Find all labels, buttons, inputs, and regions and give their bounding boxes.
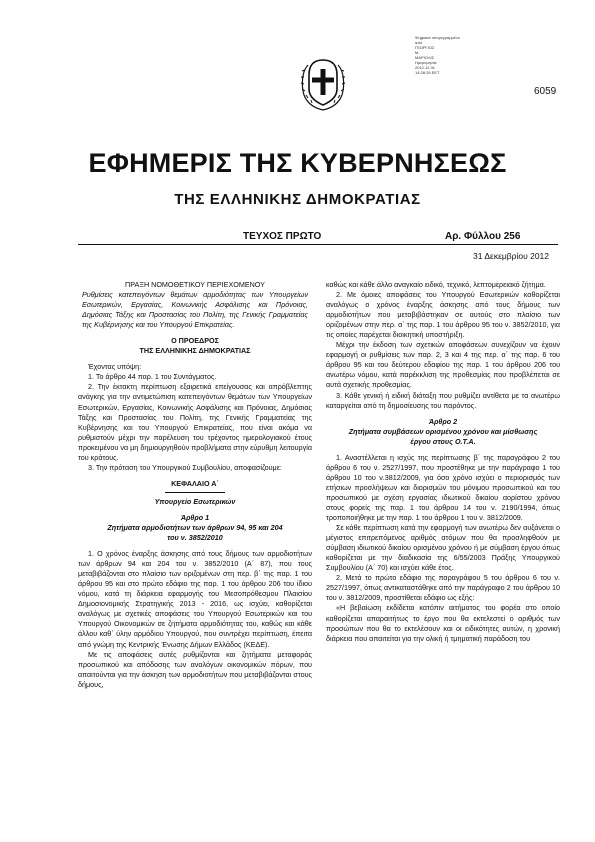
article-paragraph: Σε κάθε περίπτωση κατά την εφαρμογή των ανωτέρω δεν αυξάνεται ο μέγιστος επιτρεπόμενος αριθμός ατόμων που θα προσληφθούν με σύμβαση ιδιωτικού δικαίου ορισμένου χρόνου ή με σύμβαση έργου όπως καθορίζεται με την διαδικασία της 6/55/2003 Πράξης Υπουργικού Συμβουλίου (Α΄ 70) και ισχύει κάθε έτος. [326,523,560,573]
article-title: Ζητήματα συμβάσεων ορισμένου χρόνου και μίσθωσης έργου στους Ο.Τ.Α. [348,426,538,446]
consideration-item: 3. Την πρόταση του Υπουργικού Συμβουλίου, αποφασίζουμε: [88,462,282,472]
act-title: ΠΡΑΞΗ ΝΟΜΟΘΕΤΙΚΟΥ ΠΕΡΙΕΧΟΜΕΝΟΥ [125,280,265,289]
consideration-item: 2. Την έκτακτη περίπτωση εξαιρετικά επείγουσας και απρόβλεπτης ανάγκης για την αντιμετώπιση κατεπειγόντων θεμάτων των Υπουργείων Εσωτερικών, Εργασίας, Κοινωνικής Ασφάλισης και Πρόνοιας, Δημόσιας Τάξης και Προστασίας του Πολίτη, της Γενικής Γραμματείας της Κυβέρνησης και του Υπουργού Επικρατείας, που είναι ακόμα να ρυθμιστούν μέχρι την παρέλευση του τρέχοντος ημερολογιακού έτους προκειμένου να μη δημιουργηθούν προβλήματα στην εύρυθμη λειτουργία του κράτους. [78,382,312,462]
stamp-line: ΜΑΡΙΟΛΙΣ [415,55,435,60]
president-heading-2: ΤΗΣ ΕΛΛΗΝΙΚΗΣ ΔΗΜΟΚΡΑΤΙΑΣ [139,346,251,356]
stamp-line: από [415,40,423,45]
act-subject: Ρυθμίσεις κατεπειγόντων θεμάτων αρμοδιότητας των Υπουργείων Εσωτερικών, Εργασίας, Κοινωνικής Ασφάλισης και Πρόνοιας, Δημόσιας Τάξης και Προστασίας του Πολίτη, της Γενικής Γραμματείας της Κυβέρνησης και του Υπουργού Επικρατείας. [82,290,308,330]
article-paragraph: «Η βεβαίωση εκδίδεται κατόπιν αιτήματος του φορέα στο οποίο καθορίζεται απαραιτήτως το έργο που θα εκτελεστεί ο αριθμός των προσώπων που θα το εκτελέσουν και οι ειδικότητες αυτών, η χρονική διάρκεια που απαιτείται για την ολική ή τμηματική παράδοση του [326,603,560,643]
president-heading: Ο ΠΡΟΕΔΡΟΣ [171,336,219,346]
stamp-line: ΓΕΩΡΓΙΟΣ [415,45,435,50]
consideration-item: 1. Το άρθρο 44 παρ. 1 του Συντάγματος. [88,372,217,382]
article-paragraph: 1. Ο χρόνος έναρξης άσκησης από τους δήμους των αρμοδιοτήτων των άρθρων 94 και 204 του ν. 3852/2010 (Α΄ 87), που τους μεταβιβάζονται στο πλαίσιο των οριζομένων στη περ. β΄ της παρ. 1 του άρθρου 95 και στο πρώτο εδάφιο της παρ. 1 του άρθρου 206 του ίδιου νόμου, κατά τη διάρκεια εφαρμογής του Μεσοπρόθεσμου Πλαισίου Δημοσιονομικής Στρατηγικής 2013 - 2016, ως ισχύει, καθορίζεται αναλόγως με σχετικές αποφάσεις του Υπουργού Εσωτερικών και του Υπουργού Οικονομικών σε ζητήματα αρμοδιότητας του, καθώς και κάθε άλλου καθ΄ ύλην αρμόδιου Υπουργού, που συντρέχει περίπτωση, έπειτα από γνώμη της Κεντρικής Ένωσης Δήμων Ελλάδος (ΚΕΔΕ). [78,549,312,649]
sheet-number: Αρ. Φύλλου 256 [445,231,521,242]
page-number: 6059 [534,86,557,97]
stamp-line: Μ. [415,50,420,55]
header-rule [78,244,558,245]
chapter-rule [165,492,225,493]
right-column [326,280,560,644]
article-title: Ζητήματα αρμοδιοτήτων των άρθρων 94, 95 και 204 του ν. 3852/2010 [107,522,283,543]
gazette-subtitle: ΤΗΣ ΕΛΛΗΝΙΚΗΣ ΔΗΜΟΚΡΑΤΙΑΣ [174,191,421,208]
article-heading: Άρθρο 2 [428,416,458,426]
article-paragraph: Με τις αποφάσεις αυτές ρυθμίζονται και ζητήματα μεταφοράς προσωπικού και απόδοσης των αναλόγων οικονομικών πόρων, που απαιτούνται για την άσκηση των αρμοδιοτήτων που μεταβιβάζονται στους δήμους, [78,649,312,689]
chapter-title: Υπουργείο Εσωτερικών [154,496,236,506]
article-paragraph: Μέχρι την έκδοση των σχετικών αποφάσεων συνεχίζουν να έχουν εφαρμογή οι ρυθμίσεις των παρ. 2, 3 και 4 της περ. α΄ της παρ. 6 του άρθρου 95 και του δεύτερου εδαφίου της παρ. 1 του άρθρου 206 του ανωτέρω νόμου, κατά παρέκκλιση της προθεσμίας που προβλέπεται σε αυτά σχετικής προθεσμίας. [326,340,560,390]
stamp-line: Ημερομηνία: [415,60,438,65]
digital-signature-stamp [415,35,475,75]
stamp-line: Ψηφιακά υπογεγραμμένο [415,35,460,40]
article-paragraph: καθώς και κάθε άλλο αναγκαίο ειδικό, τεχνικό, λεπτομερειακό ζήτημα. [326,280,546,289]
issue-label: ΤΕΥΧΟΣ ΠΡΩΤΟ [243,231,322,242]
considering-label: Έχοντας υπόψη: [88,362,142,372]
article-paragraph: 2. Μετά το πρώτο εδάφιο της παραγράφου 5 του άρθρου 6 του ν. 2527/1997, όπως αντικαταστάθηκε από την παράγραφο 2 του άρθρου 10 του ν. 3812/2009, προστίθεται εδάφιο ως εξής: [326,573,560,603]
gazette-title: ΕΦΗΜΕΡΙΣ ΤΗΣ ΚΥΒΕΡΝΗΣΕΩΣ [88,148,507,178]
left-column [78,280,312,690]
issue-date: 31 Δεκεμβρίου 2012 [473,251,550,261]
article-paragraph: 1. Αναστέλλεται η ισχύς της περίπτωσης β΄ της παραγράφου 2 του άρθρου 6 του ν. 2527/1997, που προστέθηκε με την παράγραφο 1 του άρθρου 10 του ν.3812/2009, για όσο χρόνο ισχύει ο περιορισμός των ετήσιων προσλήψεων και διορισμών του μόνιμου προσωπικού και του προσωπικού με σχέση εργασίας ιδιωτικού δικαίου αορίστου χρόνου στους φορείς της παρ. 1 του άρθρου 14 του ν. 2190/1994, όπως τροποποιήθηκε με την παρ. 1 του άρθρου 1 του ν. 3812/2009. [326,452,560,523]
article-paragraph: 3. Κάθε γενική ή ειδική διάταξη που ρυθμίζει αντίθετα με τα ανωτέρω καταργείται από τη δημοσίευσης του παρόντος. [326,390,560,410]
chapter-heading: ΚΕΦΑΛΑΙΟ Α΄ [171,478,219,488]
article-heading: Άρθρο 1 [180,512,210,522]
stamp-line: 14:28:26 EET [415,70,440,75]
article-paragraph: 2. Με όμοιες αποφάσεις του Υπουργού Εσωτερικών καθορίζεται αναλόγως ο χρόνος έναρξης άσκησης από τους δήμους των αρμοδιοτήτων που μεταβιβάστηκαν σε αυτούς στο πλαίσιο των οριζομένων στην περ. α΄ της παρ. 1 του άρθρου 95 του ν. 3852/2010, για τις οποίες παρέχεται διοικητική υποστήριξη. [326,290,560,340]
stamp-line: 2012.12.31 [415,65,436,70]
greek-coat-of-arms-icon [296,55,350,113]
